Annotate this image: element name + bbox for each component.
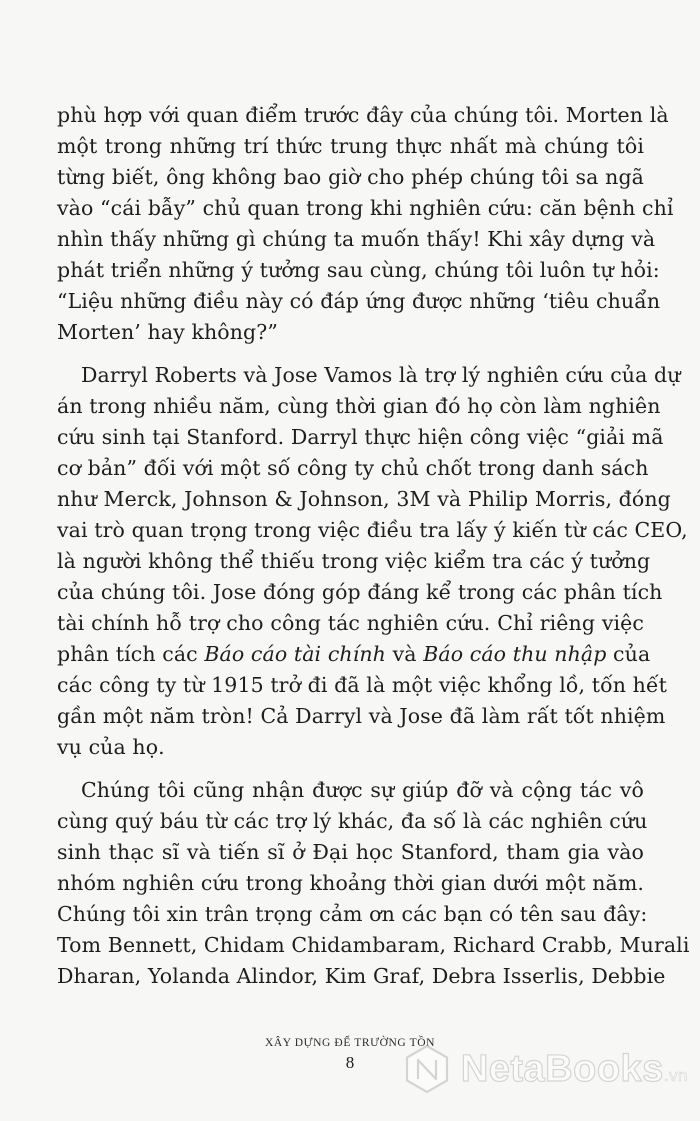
text-line: Darryl Roberts và Jose Vamos là trợ lý nghiên cứu của dự [81, 363, 681, 387]
text-line: một trong những trí thức trung thực nhất mà chúng tôi [57, 134, 644, 158]
text-line: vai trò quan trọng trong việc điều tra lấy ý kiến từ các CEO, [57, 518, 688, 542]
text-line: Dharan, Yolanda Alindor, Kim Graf, Debra Isserlis, Debbie [57, 964, 666, 988]
text-line: cơ bản” đối với một số công ty chủ chốt trong danh sách [57, 456, 649, 480]
watermark-brand-name: NetaBooks [460, 1048, 664, 1090]
text-line: từng biết, ông không bao giờ cho phép chúng tôi sa ngã [57, 165, 644, 189]
text-line: vụ của họ. [57, 735, 165, 759]
text-line: tài chính hỗ trợ cho công tác nghiên cứu. Chỉ riêng việc [57, 611, 644, 635]
text-line-with-italics [57, 639, 651, 670]
paragraph-3 [57, 775, 690, 992]
text-line: cùng quý báu từ các trợ lý khác, đa số là các nghiên cứu [57, 809, 648, 833]
text-line: phát triển những ý tưởng sau cùng, chúng tôi luôn tự hỏi: [57, 258, 660, 282]
watermark-brand [461, 1050, 688, 1088]
text-line: của chúng tôi. Jose đóng góp đáng kể trong các phân tích [57, 580, 663, 604]
text-line: vào “cái bẫy” chủ quan trong khi nghiên cứu: căn bệnh chỉ [57, 196, 674, 220]
running-footer-title: XÂY DỰNG ĐỂ TRƯỜNG TỒN [264, 1037, 436, 1049]
text-fragment: và [385, 642, 424, 666]
page-number: 8 [345, 1053, 355, 1072]
text-fragment: phân tích các [57, 642, 205, 666]
text-line: nhóm nghiên cứu trong khoảng thời gian dưới một năm. [57, 871, 644, 895]
text-line: sinh thạc sĩ và tiến sĩ ở Đại học Stanford, tham gia vào [57, 840, 644, 864]
italic-title-income-reports: Báo cáo thu nhập [423, 642, 607, 666]
body-text [57, 100, 690, 992]
paragraph-1 [57, 100, 674, 348]
netabooks-logo-icon [401, 1043, 453, 1095]
text-line: các công ty từ 1915 trở đi đã là một việc khổng lồ, tốn hết [57, 673, 667, 697]
paragraph-2 [57, 360, 688, 763]
watermark-domain-suffix: .vn [663, 1066, 688, 1085]
text-line: như Merck, Johnson & Johnson, 3M và Philip Morris, đóng [57, 487, 671, 511]
text-line: Tom Bennett, Chidam Chidambaram, Richard Crabb, Murali [57, 933, 690, 957]
watermark [401, 1043, 688, 1095]
text-line: Chúng tôi cũng nhận được sự giúp đỡ và cộng tác vô [81, 778, 644, 802]
italic-title-financial-reports: Báo cáo tài chính [204, 642, 386, 666]
text-line: Chúng tôi xin trân trọng cảm ơn các bạn có tên sau đây: [57, 902, 648, 926]
text-line: phù hợp với quan điểm trước đây của chúng tôi. Morten là [57, 103, 669, 127]
text-line: là người không thể thiếu trong việc kiểm tra các ý tưởng [57, 549, 651, 573]
text-line: cứu sinh tại Stanford. Darryl thực hiện công việc “giải mã [57, 425, 664, 449]
text-line: án trong nhiều năm, cùng thời gian đó họ còn làm nghiên [57, 394, 661, 418]
text-line: nhìn thấy những gì chúng ta muốn thấy! Khi xây dựng và [57, 227, 656, 251]
text-fragment: của [606, 642, 651, 666]
text-line: Morten’ hay không?” [57, 320, 278, 344]
text-line: gần một năm tròn! Cả Darryl và Jose đã làm rất tốt nhiệm [57, 704, 666, 728]
text-line: “Liệu những điều này có đáp ứng được những ‘tiêu chuẩn [57, 289, 661, 313]
